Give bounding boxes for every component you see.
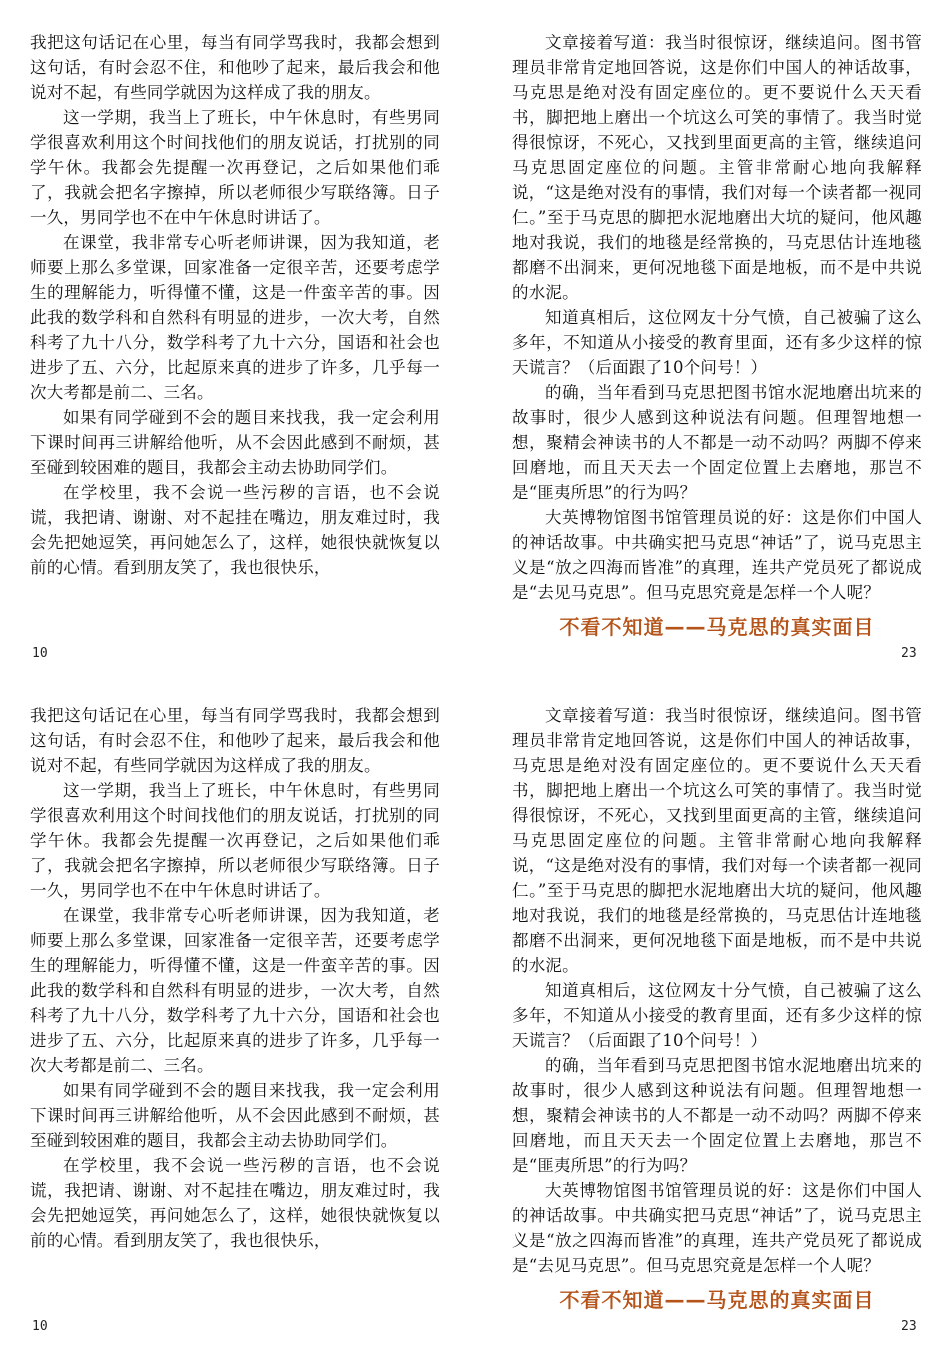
paragraph: 大英博物馆图书馆管理员说的好：这是你们中国人的神话故事。中共确实把马克思“神话”了，说马克思主义是“放之四海而皆准”的真理，连共产党员死了都说成是“去见马克思”。但马克思究竟是怎样一个人呢？ <box>512 508 922 602</box>
paragraph: 在学校里，我不会说一些污秽的言语，也不会说谎，我把请、谢谢、对不起挂在嘴边，朋友难过时，我会先把她逗笑，再问她怎么了，这样，她很快就恢复以前的心情。看到朋友笑了，我也很快乐， <box>30 1156 440 1250</box>
page-right <box>512 703 922 1313</box>
page-left <box>30 30 440 580</box>
section-heading: 不看不知道——马克思的真实面目 <box>559 1288 875 1312</box>
paragraph: 的确，当年看到马克思把图书馆水泥地磨出坑来的故事时，很少人感到这种说法有问题。但理智地想一想，聚精会神读书的人不都是一动不动吗？两脚不停来回磨地，而且天天去一个固定位置上去磨地，那岂不是“匪夷所思”的行为吗？ <box>512 383 922 502</box>
paragraph: 我把这句话记在心里，每当有同学骂我时，我都会想到这句话，有时会忍不住，和他吵了起来，最后我会和他说对不起，有些同学就因为这样成了我的朋友。 <box>30 33 440 102</box>
page-number: 23 <box>901 646 917 661</box>
section-heading: 不看不知道——马克思的真实面目 <box>559 615 875 639</box>
paragraph: 文章接着写道：我当时很惊讶，继续追问。图书管理员非常肯定地回答说，这是你们中国人的神话故事，马克思是绝对没有固定座位的。更不要说什么天天看书，脚把地上磨出一个坑这么可笑的事情了。我当时觉得很惊讶，不死心，又找到里面更高的主管，继续追问马克思固定座位的问题。主管非常耐心地向我解释说，“这是绝对没有的事情，我们对每一个读者都一视同仁。”至于马克思的脚把水泥地磨出大坑的疑问，他风趣地对我说，我们的地毯是经常换的，马克思估计连地毯都磨不出洞来，更何况地毯下面是地板，而不是中共说的水泥。 <box>512 706 922 975</box>
paragraph: 的确，当年看到马克思把图书馆水泥地磨出坑来的故事时，很少人感到这种说法有问题。但理智地想一想，聚精会神读书的人不都是一动不动吗？两脚不停来回磨地，而且天天去一个固定位置上去磨地，那岂不是“匪夷所思”的行为吗？ <box>512 1056 922 1175</box>
spread-top <box>0 0 950 672</box>
paragraph: 知道真相后，这位网友十分气愤，自己被骗了这么多年，不知道从小接受的教育里面，还有多少这样的惊天谎言？（后面跟了10个问号！） <box>512 981 922 1050</box>
paragraph: 在课堂，我非常专心听老师讲课，因为我知道，老师要上那么多堂课，回家准备一定很辛苦，还要考虑学生的理解能力，听得懂不懂，这是一件蛮辛苦的事。因此我的数学科和自然科有明显的进步，一次大考，自然科考了九十八分，数学科考了九十六分，国语和社会也进步了五、六分，比起原来真的进步了许多，几乎每一次大考都是前二、三名。 <box>30 906 440 1075</box>
page-left <box>30 703 440 1253</box>
paragraph: 大英博物馆图书馆管理员说的好：这是你们中国人的神话故事。中共确实把马克思“神话”了，说马克思主义是“放之四海而皆准”的真理，连共产党员死了都说成是“去见马克思”。但马克思究竟是怎样一个人呢？ <box>512 1181 922 1275</box>
page-right <box>512 30 922 640</box>
paragraph: 这一学期，我当上了班长，中午休息时，有些男同学很喜欢利用这个时间找他们的朋友说话，打扰别的同学午休。我都会先提醒一次再登记，之后如果他们乖了，我就会把名字擦掉，所以老师很少写联络簿。日子一久，男同学也不在中午休息时讲话了。 <box>30 108 440 227</box>
page-number: 10 <box>32 646 48 661</box>
paragraph: 这一学期，我当上了班长，中午休息时，有些男同学很喜欢利用这个时间找他们的朋友说话，打扰别的同学午休。我都会先提醒一次再登记，之后如果他们乖了，我就会把名字擦掉，所以老师很少写联络簿。日子一久，男同学也不在中午休息时讲话了。 <box>30 781 440 900</box>
paragraph: 在学校里，我不会说一些污秽的言语，也不会说谎，我把请、谢谢、对不起挂在嘴边，朋友难过时，我会先把她逗笑，再问她怎么了，这样，她很快就恢复以前的心情。看到朋友笑了，我也很快乐， <box>30 483 440 577</box>
paragraph: 我把这句话记在心里，每当有同学骂我时，我都会想到这句话，有时会忍不住，和他吵了起来，最后我会和他说对不起，有些同学就因为这样成了我的朋友。 <box>30 706 440 775</box>
paragraph: 文章接着写道：我当时很惊讶，继续追问。图书管理员非常肯定地回答说，这是你们中国人的神话故事，马克思是绝对没有固定座位的。更不要说什么天天看书，脚把地上磨出一个坑这么可笑的事情了。我当时觉得很惊讶，不死心，又找到里面更高的主管，继续追问马克思固定座位的问题。主管非常耐心地向我解释说，“这是绝对没有的事情，我们对每一个读者都一视同仁。”至于马克思的脚把水泥地磨出大坑的疑问，他风趣地对我说，我们的地毯是经常换的，马克思估计连地毯都磨不出洞来，更何况地毯下面是地板，而不是中共说的水泥。 <box>512 33 922 302</box>
paragraph: 知道真相后，这位网友十分气愤，自己被骗了这么多年，不知道从小接受的教育里面，还有多少这样的惊天谎言？（后面跟了10个问号！） <box>512 308 922 377</box>
paragraph: 如果有同学碰到不会的题目来找我，我一定会利用下课时间再三讲解给他听，从不会因此感到不耐烦，甚至碰到较困难的题目，我都会主动去协助同学们。 <box>30 1081 440 1150</box>
paragraph: 如果有同学碰到不会的题目来找我，我一定会利用下课时间再三讲解给他听，从不会因此感到不耐烦，甚至碰到较困难的题目，我都会主动去协助同学们。 <box>30 408 440 477</box>
page-number: 10 <box>32 1319 48 1334</box>
spread-bottom <box>0 673 950 1345</box>
page-number: 23 <box>901 1319 917 1334</box>
paragraph: 在课堂，我非常专心听老师讲课，因为我知道，老师要上那么多堂课，回家准备一定很辛苦，还要考虑学生的理解能力，听得懂不懂，这是一件蛮辛苦的事。因此我的数学科和自然科有明显的进步，一次大考，自然科考了九十八分，数学科考了九十六分，国语和社会也进步了五、六分，比起原来真的进步了许多，几乎每一次大考都是前二、三名。 <box>30 233 440 402</box>
